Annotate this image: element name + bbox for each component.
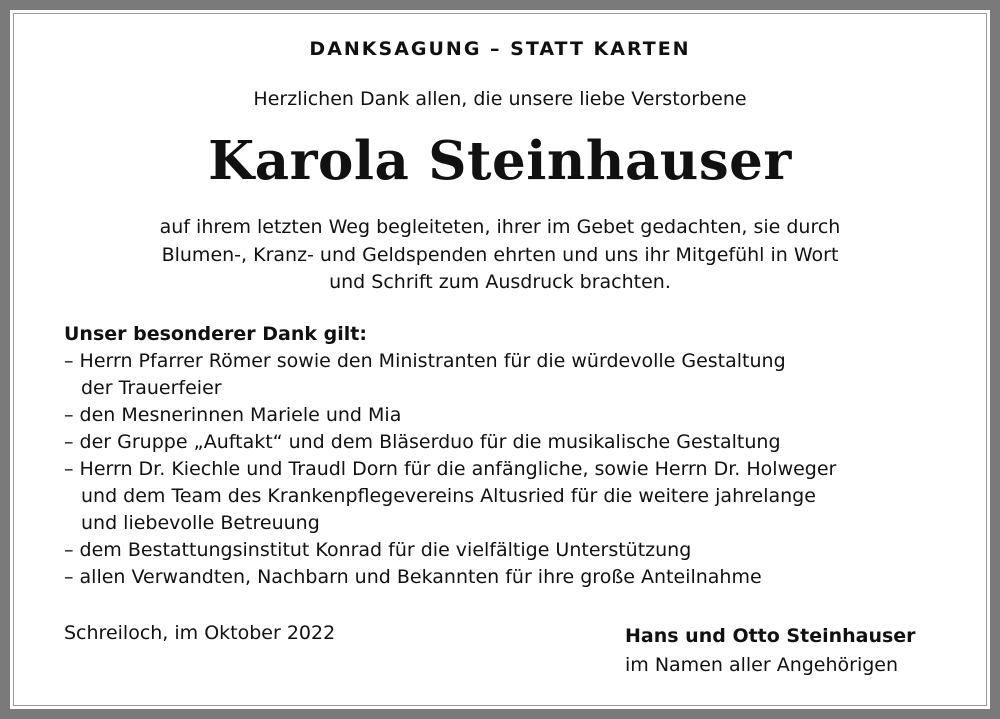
list-item-line: der Trauerfeier [81,377,222,399]
signature-block [625,622,916,680]
list-item-line: – der Gruppe „Auftakt“ und dem Bläserduo für die musikalische Gestaltung [64,431,781,453]
list-item [64,537,836,564]
signature-subtitle: im Namen aller Angehörigen [625,654,899,676]
place-date: Schreiloch, im Oktober 2022 [64,622,336,644]
paragraph-line: Blumen-, Kranz- und Geldspenden ehrten und uns ihr Mitgefühl in Wort [161,243,839,266]
list-item-line: – den Mesnerinnen Mariele und Mia [64,404,402,426]
list-item-line: – Herrn Dr. Kiechle und Traudl Dorn für die anfängliche, sowie Herrn Dr. Holweger [64,458,837,480]
list-item [64,456,836,537]
list-item-line: und dem Team des Krankenpflegevereins Altusried für die weitere jahrelange [81,485,816,507]
paragraph-line: auf ihrem letzten Weg begleiteten, ihrer im Gebet gedachten, sie durch [159,216,841,238]
list-item [64,564,836,591]
list-item-line: – allen Verwandten, Nachbarn und Bekannten für ihre große Anteilnahme [64,566,762,588]
gratitude-paragraph [0,214,1000,297]
list-item-line: – Herrn Pfarrer Römer sowie den Ministranten für die würdevolle Gestaltung [64,350,786,372]
signature-names: Hans und Otto Steinhauser [625,625,916,647]
list-item [64,402,836,429]
paragraph-line: und Schrift zum Ausdruck brachten. [329,271,671,293]
special-thanks-title: Unser besonderer Dank gilt: [64,323,367,345]
special-thanks-section [64,321,836,591]
list-item [64,429,836,456]
intro-line: Herzlichen Dank allen, die unsere liebe Verstorbene [253,88,747,110]
deceased-name: Karola Steinhauser [208,130,792,192]
notice-heading: DANKSAGUNG – STATT KARTEN [309,38,691,60]
list-item-line: und liebevolle Betreuung [81,512,320,534]
list-item-line: – dem Bestattungsinstitut Konrad für die vielfältige Unterstützung [64,539,692,561]
list-item [64,348,836,402]
